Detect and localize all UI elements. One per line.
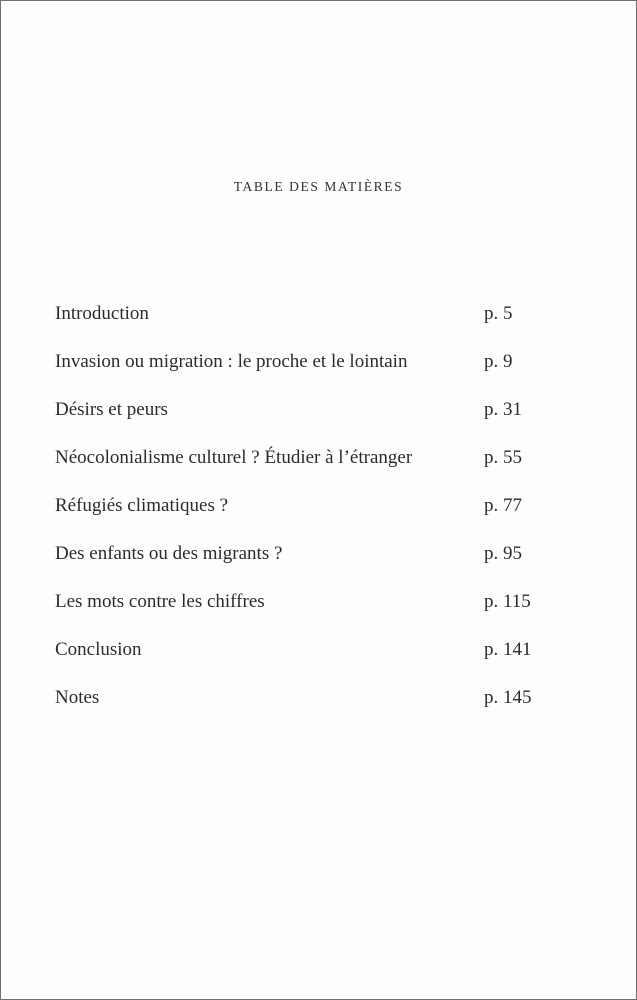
toc-entry-page: p. 31: [484, 399, 522, 420]
toc-entry-page: p. 141: [484, 639, 532, 660]
toc-entry-label: Néocolonialisme culturel ? Étudier à l’étranger: [55, 447, 413, 468]
toc-entry-page: p. 5: [484, 303, 513, 324]
toc-entry: [55, 493, 535, 541]
toc-entry-label: Conclusion: [55, 639, 142, 660]
toc-entry: [55, 637, 535, 685]
toc-entry-label: Introduction: [55, 303, 149, 324]
toc-entry: [55, 541, 535, 589]
toc-entry-label: Les mots contre les chiffres: [55, 591, 265, 612]
toc-entry-label: Désirs et peurs: [55, 399, 168, 420]
toc-entry: [55, 589, 535, 637]
toc-entry: [55, 301, 535, 349]
toc-entry: [55, 349, 535, 397]
toc-list: [55, 301, 535, 733]
toc-entry: [55, 397, 535, 445]
toc-entry-page: p. 145: [484, 687, 532, 708]
toc-entry-label: Notes: [55, 687, 100, 708]
toc-entry-page: p. 115: [484, 591, 531, 612]
toc-entry-label: Des enfants ou des migrants ?: [55, 543, 283, 564]
toc-entry-page: p. 9: [484, 351, 513, 372]
toc-entry-page: p. 95: [484, 543, 522, 564]
toc-entry: [55, 685, 535, 733]
toc-entry-label: Invasion ou migration : le proche et le lointain: [55, 351, 408, 372]
toc-entry-page: p. 77: [484, 495, 522, 516]
toc-entry-label: Réfugiés climatiques ?: [55, 495, 229, 516]
toc-entry: [55, 445, 535, 493]
toc-entry-page: p. 55: [484, 447, 522, 468]
toc-title: TABLE DES MATIÈRES: [233, 179, 404, 194]
